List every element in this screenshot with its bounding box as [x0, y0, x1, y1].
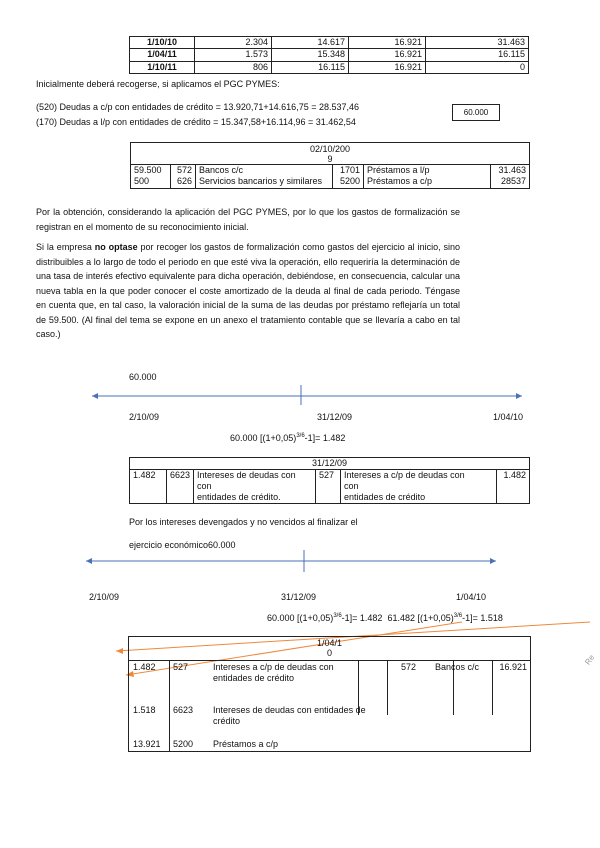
- table-cell: 31.463: [426, 37, 529, 49]
- table-row: [130, 458, 530, 470]
- credit-amount: 28537: [491, 176, 530, 188]
- formula-text: 61.482 [(1+0,05): [387, 613, 454, 623]
- formula-exponent: 3/6: [333, 613, 342, 619]
- column-divider: [169, 660, 170, 751]
- formula-exponent: 3/6: [453, 613, 463, 619]
- account-code: 527: [173, 662, 189, 672]
- account-name-line: Intereses de deudas con: [197, 470, 296, 481]
- account-name: Préstamos a c/p: [364, 176, 491, 188]
- account-name-line: con: [197, 481, 212, 492]
- paragraph-text: por recoger los gastos de formalización como gastos del ejercicio al inicio, sino distribuibles a lo largo de todo el periodo en que esté viva la operación, ello requeriría la determinación de una tasa de interés efectivo equivalente para dicha operación, debiéndose, en consecuencia, calcular una nueva tabla en la que poder conocer el coste amortizado de la deuda al final de cada periodo. Téngase en cuenta que, en tal caso, la valoración inicial de la suma de las deudas por préstamo reflejaría un total de 59.500. (Al final del tema se expone en un anexo el tratamiento contable que se llevaría a cabo en tal caso.): [36, 242, 460, 339]
- formula-exponent: 3/6: [296, 433, 305, 439]
- formula-text: 60.000 [(1+0,05): [267, 613, 334, 623]
- table-cell: 16.921: [349, 37, 426, 49]
- entry-date-line: 9: [327, 154, 333, 164]
- table-cell: 1/10/10: [130, 37, 195, 49]
- account-name: Servicios bancarios y similares: [196, 176, 333, 188]
- table-cell: 806: [195, 61, 272, 73]
- table-cell: 14.617: [272, 37, 349, 49]
- table-cell: 16.921: [349, 61, 426, 73]
- account-name-line: Intereses a c/p de deudas con: [344, 470, 465, 481]
- paragraph-obtencion: Por la obtención, considerando la aplicación del PGC PYMES, por lo que los gastos de formalización se registran en el momento de su reconocimiento inicial.: [36, 207, 460, 232]
- timeline1-date-mid: 31/12/09: [317, 412, 353, 422]
- formula-text: -1]= 1.482: [304, 433, 346, 443]
- table-cell: 1.573: [195, 49, 272, 61]
- account-name: [341, 470, 497, 504]
- intro-text: Inicialmente deberá recogerse, si aplicamos el PGC PYMES:: [36, 79, 280, 89]
- deuda-lp-line: (170) Deudas a l/p con entidades de crédito = 15.347,58+16.114,96 = 31.462,54: [36, 117, 356, 127]
- table-cell: 16.921: [349, 49, 426, 61]
- orange-arrow-2-head: [116, 648, 123, 654]
- timeline1-arrow-right: [516, 393, 522, 399]
- account-code: 1701: [333, 165, 364, 177]
- caption-interest-l1: Por los intereses devengados y no vencidos al finalizar el: [129, 517, 358, 527]
- formula-text: -1]= 1.518: [462, 613, 503, 623]
- account-code: 5200: [173, 739, 194, 749]
- formula-text: -1]= 1.482: [341, 613, 383, 623]
- paragraph-text: Si la empresa: [36, 242, 95, 252]
- boxed-value: 60.000: [452, 104, 500, 121]
- debit-amount: 59.500: [131, 165, 171, 177]
- account-name: Intereses a c/p de deudas con entidades de crédito: [213, 662, 334, 683]
- entry-date-line: 02/10/200: [309, 144, 351, 154]
- debit-amount: 1.482: [130, 470, 167, 504]
- entry-date: [129, 637, 530, 661]
- account-code: 572: [401, 662, 417, 672]
- account-name: Préstamos a c/p: [213, 739, 279, 749]
- timeline2-date-mid: 31/12/09: [281, 592, 317, 602]
- debit-amount: 500: [131, 176, 171, 188]
- table-cell: 1/10/11: [130, 61, 195, 73]
- account-code: 6623: [167, 470, 194, 504]
- account-name: [194, 470, 316, 504]
- timeline1-formula: [230, 433, 345, 444]
- caption-interest-l2: ejercicio económico60.000: [129, 540, 236, 550]
- account-name: Préstamos a l/p: [364, 165, 491, 177]
- account-name-line: con: [344, 481, 359, 492]
- account-name: Intereses de deudas con entidades de crédito: [213, 705, 366, 726]
- table-cell: 16.115: [272, 61, 349, 73]
- journal-entry-interest: [129, 457, 530, 504]
- formula-text: 60.000 [(1+0,05): [230, 433, 297, 443]
- entry-date-line: 0: [326, 648, 332, 658]
- entry-date: 31/12/09: [130, 458, 530, 470]
- deuda-cp-line: (520) Deudas a c/p con entidades de crédito = 13.920,71+14.616,75 = 28.537,46: [36, 102, 359, 112]
- table-cell: 15.348: [272, 49, 349, 61]
- paragraph-bold: no optase: [94, 242, 138, 252]
- timeline2-arrow-left: [86, 558, 92, 564]
- credit-amount: 16.921: [499, 662, 527, 672]
- timeline1-amount: 60.000: [129, 372, 157, 382]
- account-code: 6623: [173, 705, 194, 715]
- table-cell: 0: [426, 61, 529, 73]
- account-code: 527: [316, 470, 341, 504]
- journal-entry-repayment: [128, 636, 531, 752]
- table-cell: 1/04/11: [130, 49, 195, 61]
- timeline1-date-end: 1/04/10: [493, 412, 524, 422]
- timeline2-formula: [267, 613, 503, 624]
- timeline1-arrow-left: [92, 393, 98, 399]
- timeline2-arrow-right: [490, 558, 496, 564]
- account-name-line: entidades de crédito: [344, 492, 426, 503]
- timeline2-date-end: 1/04/10: [456, 592, 487, 602]
- entry-date-line: 1/04/1: [316, 638, 343, 648]
- account-code: 626: [171, 176, 196, 188]
- margin-mark: Re: [583, 652, 597, 667]
- timeline2-date-start: 2/10/09: [89, 592, 120, 602]
- account-name-line: entidades de crédito.: [197, 492, 281, 503]
- table-cell: 16.115: [426, 49, 529, 61]
- timeline1-date-start: 2/10/09: [129, 412, 160, 422]
- credit-amount: 31.463: [491, 165, 530, 177]
- table-row: [130, 470, 530, 504]
- account-code: 572: [171, 165, 196, 177]
- credit-amount: 1.482: [497, 470, 530, 504]
- debit-amount: 13.921: [133, 739, 161, 749]
- debit-amount: 1.482: [133, 662, 156, 672]
- account-name: Bancos c/c: [196, 165, 333, 177]
- account-code: 5200: [333, 176, 364, 188]
- table-cell: 2.304: [195, 37, 272, 49]
- account-name: Bancos c/c: [435, 662, 480, 672]
- debit-amount: 1.518: [133, 705, 156, 715]
